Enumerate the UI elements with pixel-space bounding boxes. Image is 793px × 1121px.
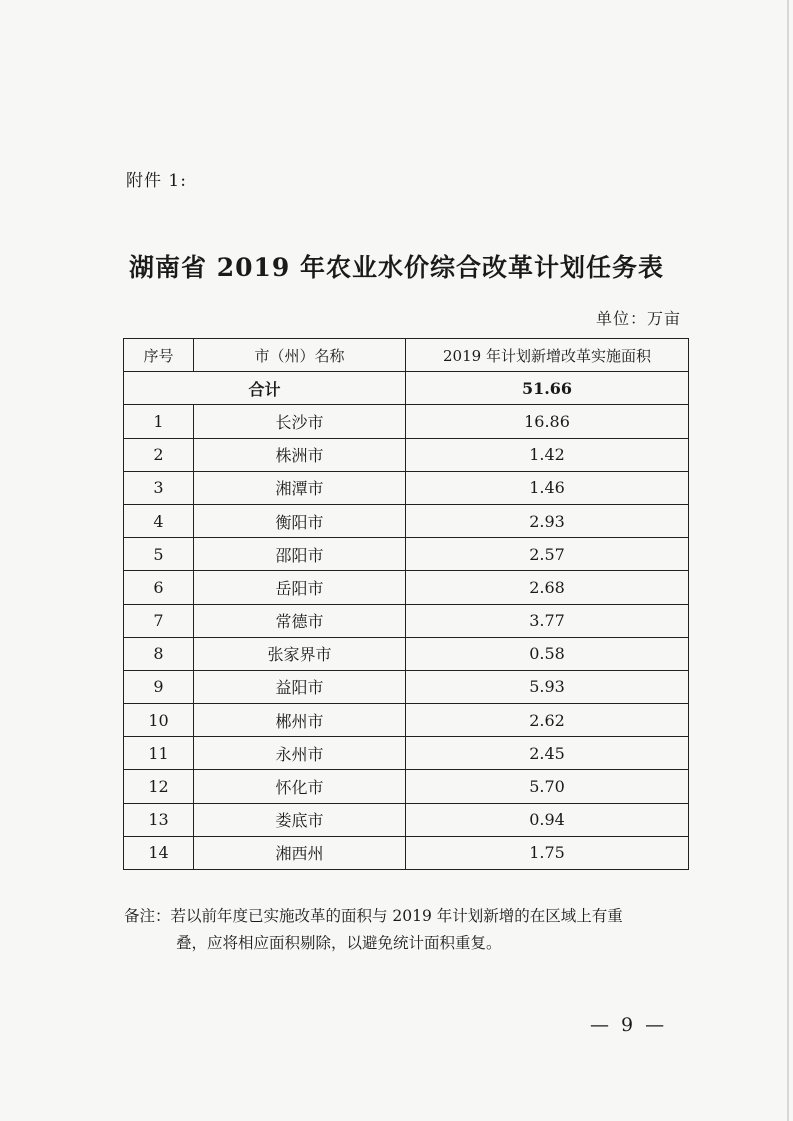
attachment-label: 附件 1:	[126, 171, 187, 191]
row-city: 湘西州	[194, 836, 406, 869]
row-area: 2.62	[406, 704, 689, 737]
row-serial: 8	[124, 637, 194, 670]
row-serial: 7	[124, 604, 194, 637]
row-serial: 12	[124, 770, 194, 803]
row-city: 常德市	[194, 604, 406, 637]
row-area: 2.93	[406, 504, 689, 537]
row-city: 永州市	[194, 737, 406, 770]
table-row	[124, 604, 689, 637]
total-value: 51.66	[406, 372, 689, 405]
row-serial: 10	[124, 704, 194, 737]
task-table	[123, 338, 689, 870]
header-area: 2019 年计划新增改革实施面积	[406, 339, 689, 372]
row-serial: 14	[124, 836, 194, 869]
table-row	[124, 471, 689, 504]
row-area: 5.70	[406, 770, 689, 803]
row-area: 1.42	[406, 438, 689, 471]
row-city: 怀化市	[194, 770, 406, 803]
table-row	[124, 571, 689, 604]
row-city: 益阳市	[194, 670, 406, 703]
scan-edge	[787, 0, 789, 1121]
document-title: 湖南省 2019 年农业水价综合改革计划任务表	[129, 253, 664, 282]
table-row	[124, 737, 689, 770]
remark-line-1: 备注：若以前年度已实施改革的面积与 2019 年计划新增的在区域上有重	[124, 907, 623, 925]
total-row	[124, 372, 689, 405]
row-serial: 9	[124, 670, 194, 703]
header-serial: 序号	[124, 339, 194, 372]
table-row	[124, 803, 689, 836]
table-row	[124, 438, 689, 471]
row-serial: 11	[124, 737, 194, 770]
page-number: — 9 —	[590, 1014, 668, 1036]
row-area: 2.45	[406, 737, 689, 770]
table-row	[124, 670, 689, 703]
table-row	[124, 704, 689, 737]
row-city: 郴州市	[194, 704, 406, 737]
row-city: 张家界市	[194, 637, 406, 670]
row-city: 邵阳市	[194, 538, 406, 571]
row-area: 16.86	[406, 405, 689, 438]
row-area: 0.94	[406, 803, 689, 836]
row-area: 2.68	[406, 571, 689, 604]
row-area: 1.75	[406, 836, 689, 869]
row-city: 湘潭市	[194, 471, 406, 504]
row-serial: 2	[124, 438, 194, 471]
remark-note	[124, 903, 694, 957]
row-area: 2.57	[406, 538, 689, 571]
table-row	[124, 770, 689, 803]
unit-label: 单位：万亩	[595, 309, 681, 328]
header-city: 市（州）名称	[194, 339, 406, 372]
total-label: 合计	[124, 372, 406, 405]
table-row	[124, 538, 689, 571]
table-row	[124, 836, 689, 869]
row-city: 株洲市	[194, 438, 406, 471]
table-row	[124, 405, 689, 438]
row-area: 0.58	[406, 637, 689, 670]
row-city: 衡阳市	[194, 504, 406, 537]
row-area: 1.46	[406, 471, 689, 504]
row-serial: 3	[124, 471, 194, 504]
row-serial: 13	[124, 803, 194, 836]
row-city: 长沙市	[194, 405, 406, 438]
row-serial: 4	[124, 504, 194, 537]
row-area: 3.77	[406, 604, 689, 637]
row-city: 娄底市	[194, 803, 406, 836]
table-row	[124, 504, 689, 537]
table-row	[124, 637, 689, 670]
remark-line-2: 叠，应将相应面积剔除，以避免统计面积重复。	[176, 934, 502, 952]
row-serial: 5	[124, 538, 194, 571]
table-header-row	[124, 339, 689, 372]
row-city: 岳阳市	[194, 571, 406, 604]
row-area: 5.93	[406, 670, 689, 703]
row-serial: 6	[124, 571, 194, 604]
row-serial: 1	[124, 405, 194, 438]
